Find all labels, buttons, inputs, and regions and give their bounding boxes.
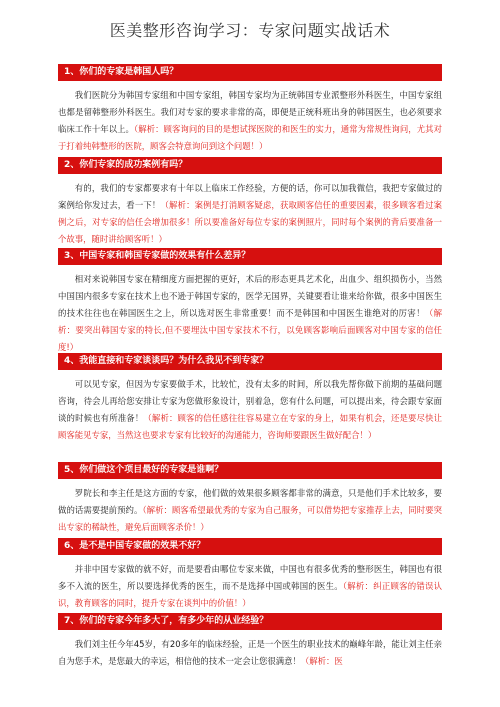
section-body [58,485,442,536]
answer-text: 相对来说韩国专家在精细度方面把握的更好，术后的形态更具艺术化，出血少、组织损伤小，当然中国国内很多专家在技术上也不逊于韩国专家的，医学无国界，关键要看让谁来给你做，很多中国医生的技术往往也在韩国医生之上，所以选对医生非常重要！而不是韩国和中国医生谁绝对的厉害！ [58,274,442,318]
faq-section-3 [58,248,442,356]
faq-section-6 [58,538,442,612]
page-title: 医美整形咨询学习：专家问题实战话术 [109,21,391,40]
analysis-note: （解析：要突出韩国专家的特长,但不要埋汰中国专家技术不行，以免顾客影响后面顾客对中国专家的信任度!） [58,308,443,352]
answer-text: 罗院长和李主任是这方面的专家，他们做的效果很多顾客都非常的满意，只是他们手术比较多，要做的话需要提前预约。 [58,488,442,515]
answer-text: 并非中国专家做的就不好，而是要看由哪位专家来做，中国也有很多优秀的整形医生，韩国也有很多不入流的医生，所以要选择优秀的医生，而不是选择中国或韩国的医生。 [58,564,442,591]
analysis-note: （解析：顾客的信任感往往容易建立在专家的身上，如果有机会，还是要尽快让顾客能见专家，当然这也要求专家有比较好的沟通能力，咨询师要跟医生做好配合！） [58,413,443,440]
analysis-note: （解析：顾客希望最优秀的专家为自己服务，可以借势把专家推荐上去，同时要突出专家的稀缺性，避免后面顾客杀价！） [58,505,442,532]
answer-text: 我们刘主任今年45岁，有20多年的临床经验，正是一个医生的职业技术的巅峰年龄，能让刘主任亲自为您手术，是您最大的幸运，相信他的技术一定会让您很满意！ [58,639,442,666]
faq-section-4 [58,353,442,444]
section-heading: 3、中国专家和韩国专家做的效果有什么差异？ [58,248,442,265]
answer-text: 可以见专家，但因为专家要做手术，比较忙，没有太多的时间，所以我先帮你做下前期的基础问题咨询，待会儿再给您安排让专家为您做形象设计，别着急，您有什么问题，可以提出来，待会跟专家面谈的时候也有所准备！ [58,379,442,423]
section-body [58,180,442,248]
answer-text: 我们医院分为韩国专家组和中国专家组，韩国专家均为正统韩国专业派整形外科医生，中国专家组也都是留韩整形外科医生。我们对专家的要求非常的高，即便是正统科班出身的韩国医生，也必须要求临床工作十年以上。 [58,90,442,134]
section-heading: 4、我能直接和专家谈谈吗？为什么我见不到专家？ [58,353,442,370]
section-body [58,271,442,356]
section-heading: 6、是不是中国专家做的效果不好？ [58,538,442,555]
analysis-note: （解析：医 [300,656,343,666]
answer-text: 有的，我们的专家都要求有十年以上临床工作经验，方便的话，你可以加我微信，我把专家做过的案例给你发过去，看一下！ [58,183,442,210]
faq-section-1 [58,64,442,155]
section-heading: 1、你们的专家是韩国人吗？ [58,64,442,81]
section-heading: 2、你们专家的成功案例有吗？ [58,157,442,174]
section-heading: 5、你们做这个项目最好的专家是谁啊？ [58,462,442,479]
section-body [58,636,442,670]
analysis-note: （解析：纠正顾客的错误认识，教育顾客的同时，提升专家在谈判中的价值！） [58,581,442,608]
faq-section-5 [58,462,442,536]
analysis-note: （解析：顾客询问的目的是想试探医院的和医生的实力，通常为常规性询问，尤其对于打着纯韩整形的医院，顾客会特意询问到这个问题！） [58,124,442,151]
section-body [58,376,442,444]
faq-section-7 [58,613,442,670]
faq-section-2 [58,157,442,248]
section-heading: 7、你们的专家今年多大了，有多少年的从业经验？ [58,613,442,630]
analysis-note: （解析：案例是打消顾客疑虑，获取顾客信任的重要因素，很多顾客看过案例之后，对专家的信任会增加很多！所以要准备好每位专家的案例照片，同时每个案例的背后要准备一个故事，随时讲给顾客听！） [58,200,443,244]
section-body [58,87,442,155]
section-body [58,561,442,612]
